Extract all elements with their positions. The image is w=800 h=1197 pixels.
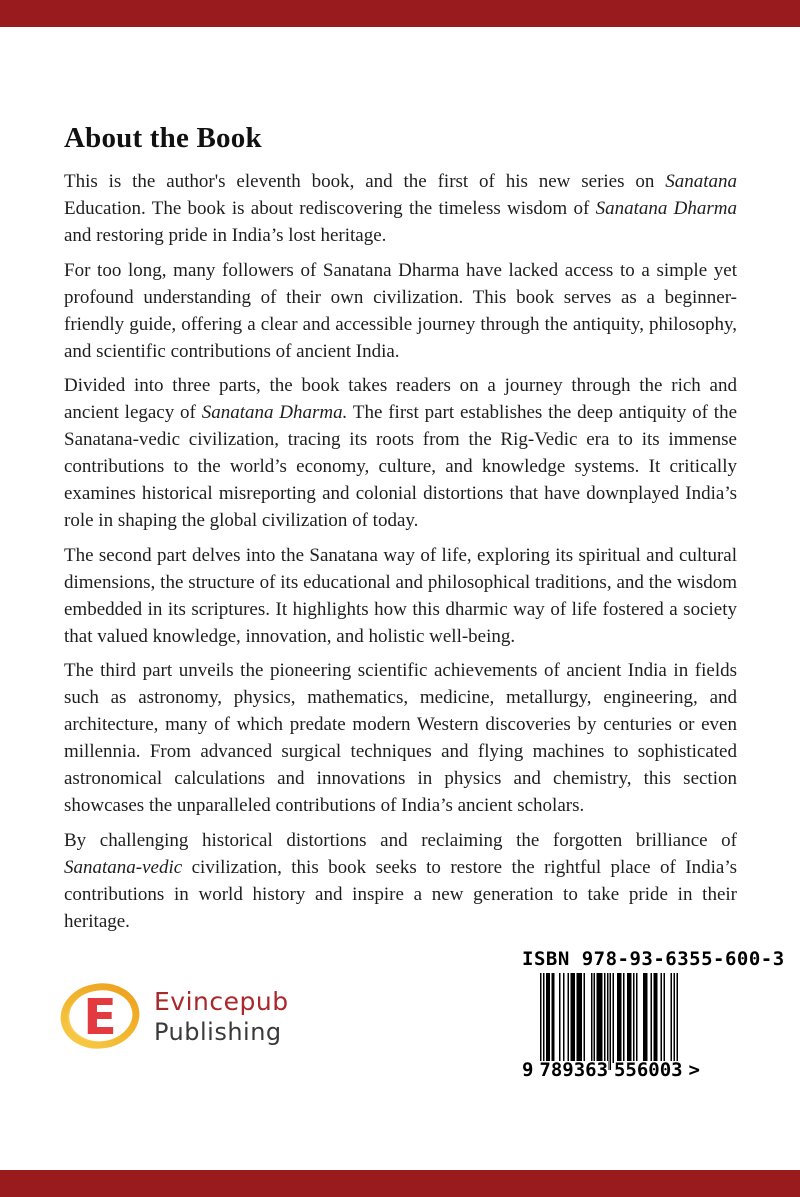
italic-text: Sanatana Dharma xyxy=(595,198,737,220)
publisher-type: Publishing xyxy=(154,1017,282,1046)
publisher-wordmark xyxy=(154,982,289,1046)
barcode-digits xyxy=(522,1061,700,1080)
publisher-logo xyxy=(58,982,289,1054)
text-run: civilization, this book seeks to restore the rightful place of India’s contributions in world history and inspire a new generation to take pride in their heritage. xyxy=(64,856,737,932)
publisher-logo-mark xyxy=(58,982,142,1054)
text-run: For too long, many followers of Sanatana Dharma have lacked access to a simple yet profound understanding of their own civilization. This book serves as a beginner-friendly guide, offering a clear and accessible journey through the antiquity, philosophy, and scientific contributions of ancient India. xyxy=(64,259,737,362)
about-section xyxy=(64,122,737,942)
text-run: By challenging historical distortions and reclaiming the forgotten brilliance of xyxy=(64,829,737,851)
paragraph xyxy=(64,257,737,365)
barcode-arrow: > xyxy=(688,1059,700,1081)
bottom-cover-band xyxy=(0,1170,800,1197)
text-run: This is the author's eleventh book, and the first of his new series on xyxy=(64,171,666,193)
italic-text: Sanatana xyxy=(665,171,737,193)
paragraph xyxy=(64,827,737,935)
text-run: The first part establishes the deep antiquity of the Sanatana-vedic civilization, tracing its roots from the Rig-Vedic era to its immense contributions to the world’s economy, culture, and knowledge systems. It critically examines historical misreporting and colonial distortions that have downplayed India’s role in shaping the global civilization of today. xyxy=(64,402,738,532)
publisher-initial: E xyxy=(83,988,117,1046)
text-run: Education. The book is about rediscovering the timeless wisdom of xyxy=(64,198,596,220)
paragraph xyxy=(64,542,737,650)
paragraph xyxy=(64,168,737,249)
barcode-digits-right: 556003 xyxy=(613,1059,683,1081)
barcode-digit-first: 9 xyxy=(522,1059,534,1081)
paragraphs xyxy=(64,168,737,935)
paragraph xyxy=(64,372,737,534)
italic-text: Sanatana Dharma. xyxy=(201,402,348,424)
text-run: Divided into three parts, the book takes readers on a journey through the rich and ancient legacy of xyxy=(64,375,737,424)
italic-text: Sanatana-vedic xyxy=(64,856,183,878)
section-title: About the Book xyxy=(64,122,262,154)
isbn-barcode-block xyxy=(522,948,785,1081)
barcode-digits-left: 789363 xyxy=(539,1059,609,1081)
text-run: The second part delves into the Sanatana way of life, exploring its spiritual and cultural dimensions, the structure of its educational and philosophical traditions, and the wisdom embedded in its scriptures. It highlights how this dharmic way of life fostered a society that valued knowledge, innovation, and holistic well-being. xyxy=(64,544,737,647)
publisher-name: Evincepub xyxy=(154,987,289,1016)
text-run: The third part unveils the pioneering scientific achievements of ancient India in fields such as astronomy, physics, mathematics, medicine, metallurgy, engineering, and architecture, many of which predate modern Western discoveries by centuries or even millennia. From advanced surgical techniques and flying machines to sophisticated astronomical calculations and innovations in physics and chemistry, this section showcases the unparalleled contributions of India’s ancient scholars. xyxy=(64,660,737,817)
ean13-barcode xyxy=(540,973,678,1070)
paragraph xyxy=(64,657,737,819)
text-run: and restoring pride in India’s lost heritage. xyxy=(64,225,387,247)
isbn-label: ISBN 978-93-6355-600-3 xyxy=(522,948,785,970)
top-cover-band xyxy=(0,0,800,27)
